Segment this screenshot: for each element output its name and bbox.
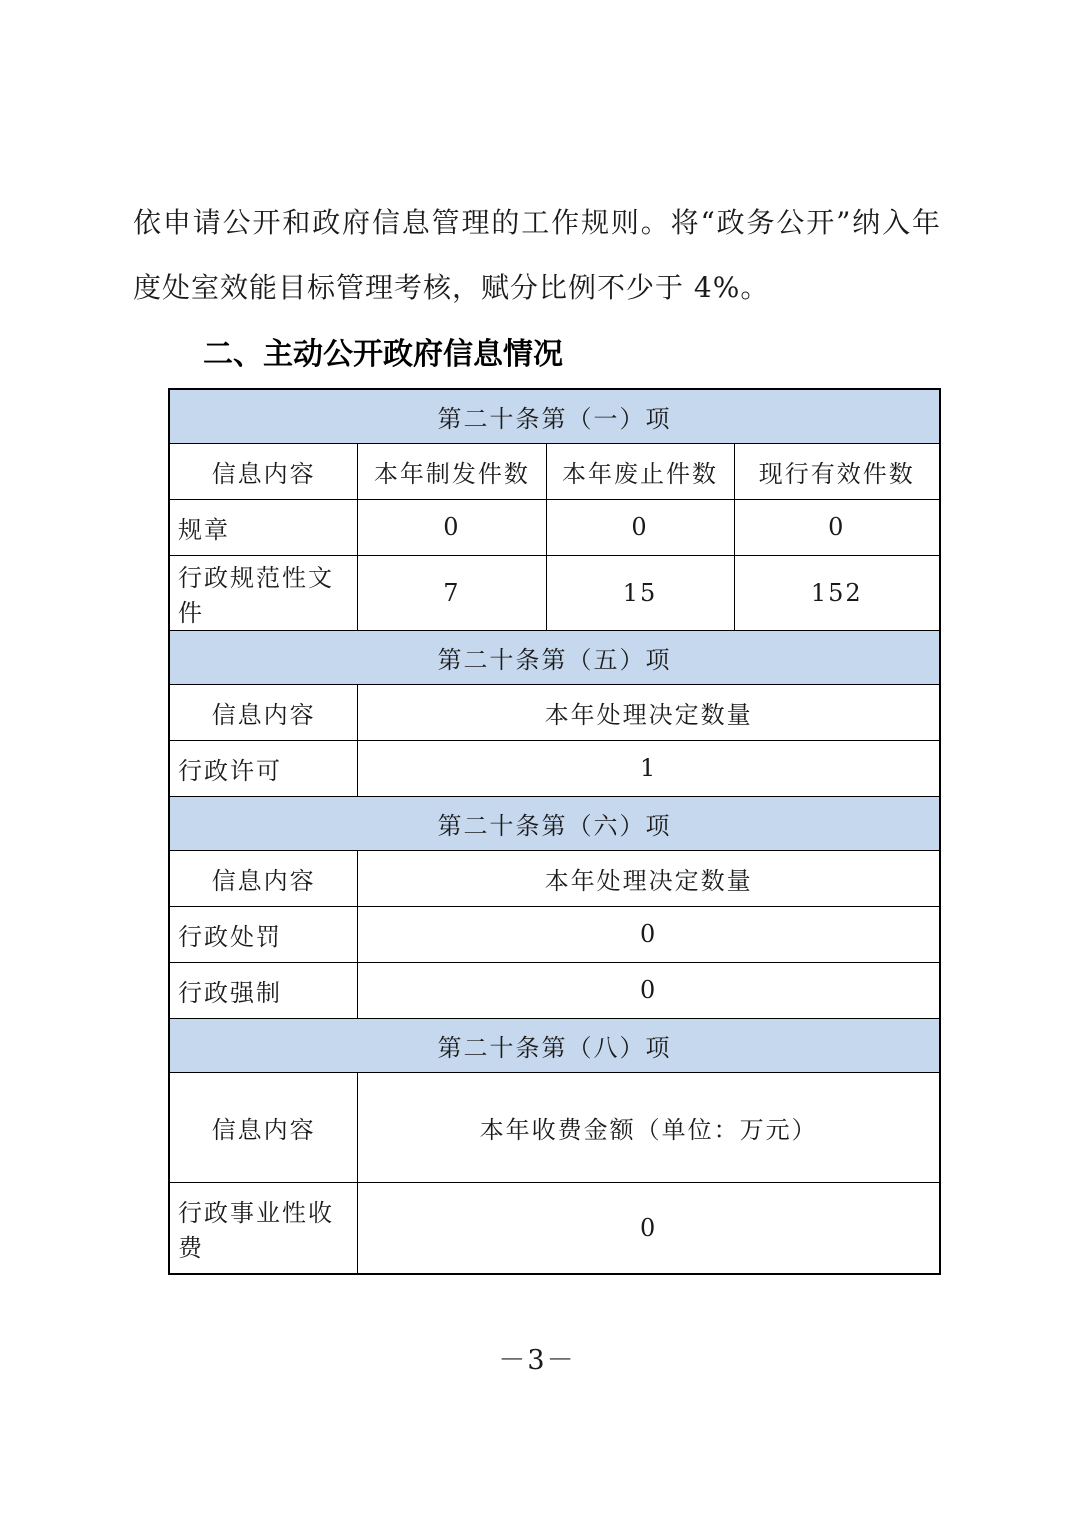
section-2-title: 第二十条第（五）项 <box>169 630 940 684</box>
section-1-title: 第二十条第（一）项 <box>169 389 940 443</box>
table-row-administrative-fees <box>169 1182 940 1274</box>
section-heading: 二、主动公开政府信息情况 <box>203 337 563 372</box>
page-content <box>133 190 941 1275</box>
section-3-title: 第二十条第（六）项 <box>169 796 940 850</box>
table-row-administrative-licensing <box>169 740 940 796</box>
row-value: 15 <box>546 555 734 630</box>
row-value: 0 <box>358 962 940 1018</box>
section-1-header-row <box>169 443 940 499</box>
section-4-header-row <box>169 1072 940 1182</box>
disclosure-table <box>168 388 941 1275</box>
row-label: 行政许可 <box>169 740 358 796</box>
section-3-header-row <box>169 850 940 906</box>
section-1-col-header-issued: 本年制发件数 <box>358 443 546 499</box>
paragraph-line-1: 依申请公开和政府信息管理的工作规则。将“政务公开”纳入年 <box>133 206 941 239</box>
row-value: 0 <box>358 1182 940 1274</box>
table-row-normative-documents <box>169 555 940 630</box>
row-label: 行政强制 <box>169 962 358 1018</box>
row-label: 行政事业性收费 <box>169 1182 358 1274</box>
table-row-administrative-coercion <box>169 962 940 1018</box>
row-label: 行政处罚 <box>169 906 358 962</box>
row-value: 0 <box>358 906 940 962</box>
section-3-col-header-decisions: 本年处理决定数量 <box>358 850 940 906</box>
table-row-administrative-penalty <box>169 906 940 962</box>
section-1-band <box>169 389 940 443</box>
section-2-band <box>169 630 940 684</box>
row-label: 行政规范性文件 <box>169 555 358 630</box>
section-2-col-header-decisions: 本年处理决定数量 <box>358 684 940 740</box>
section-3-band <box>169 796 940 850</box>
row-value: 0 <box>358 499 546 555</box>
page-number: －3－ <box>498 1345 576 1376</box>
section-1-col-header-repealed: 本年废止件数 <box>546 443 734 499</box>
section-4-band <box>169 1018 940 1072</box>
section-2-col-header-info: 信息内容 <box>169 684 358 740</box>
section-1-col-header-info: 信息内容 <box>169 443 358 499</box>
row-value: 152 <box>734 555 940 630</box>
paragraph-line-2: 度处室效能目标管理考核，赋分比例不少于 4%。 <box>133 271 770 304</box>
section-1-col-header-effective: 现行有效件数 <box>734 443 940 499</box>
section-4-col-header-fees: 本年收费金额（单位：万元） <box>358 1072 940 1182</box>
row-value: 1 <box>358 740 940 796</box>
row-value: 7 <box>358 555 546 630</box>
section-4-col-header-info: 信息内容 <box>169 1072 358 1182</box>
row-value: 0 <box>546 499 734 555</box>
section-3-col-header-info: 信息内容 <box>169 850 358 906</box>
section-2-header-row <box>169 684 940 740</box>
row-value: 0 <box>734 499 940 555</box>
table-row-regulations <box>169 499 940 555</box>
section-4-title: 第二十条第（八）项 <box>169 1018 940 1072</box>
row-label: 规章 <box>169 499 358 555</box>
